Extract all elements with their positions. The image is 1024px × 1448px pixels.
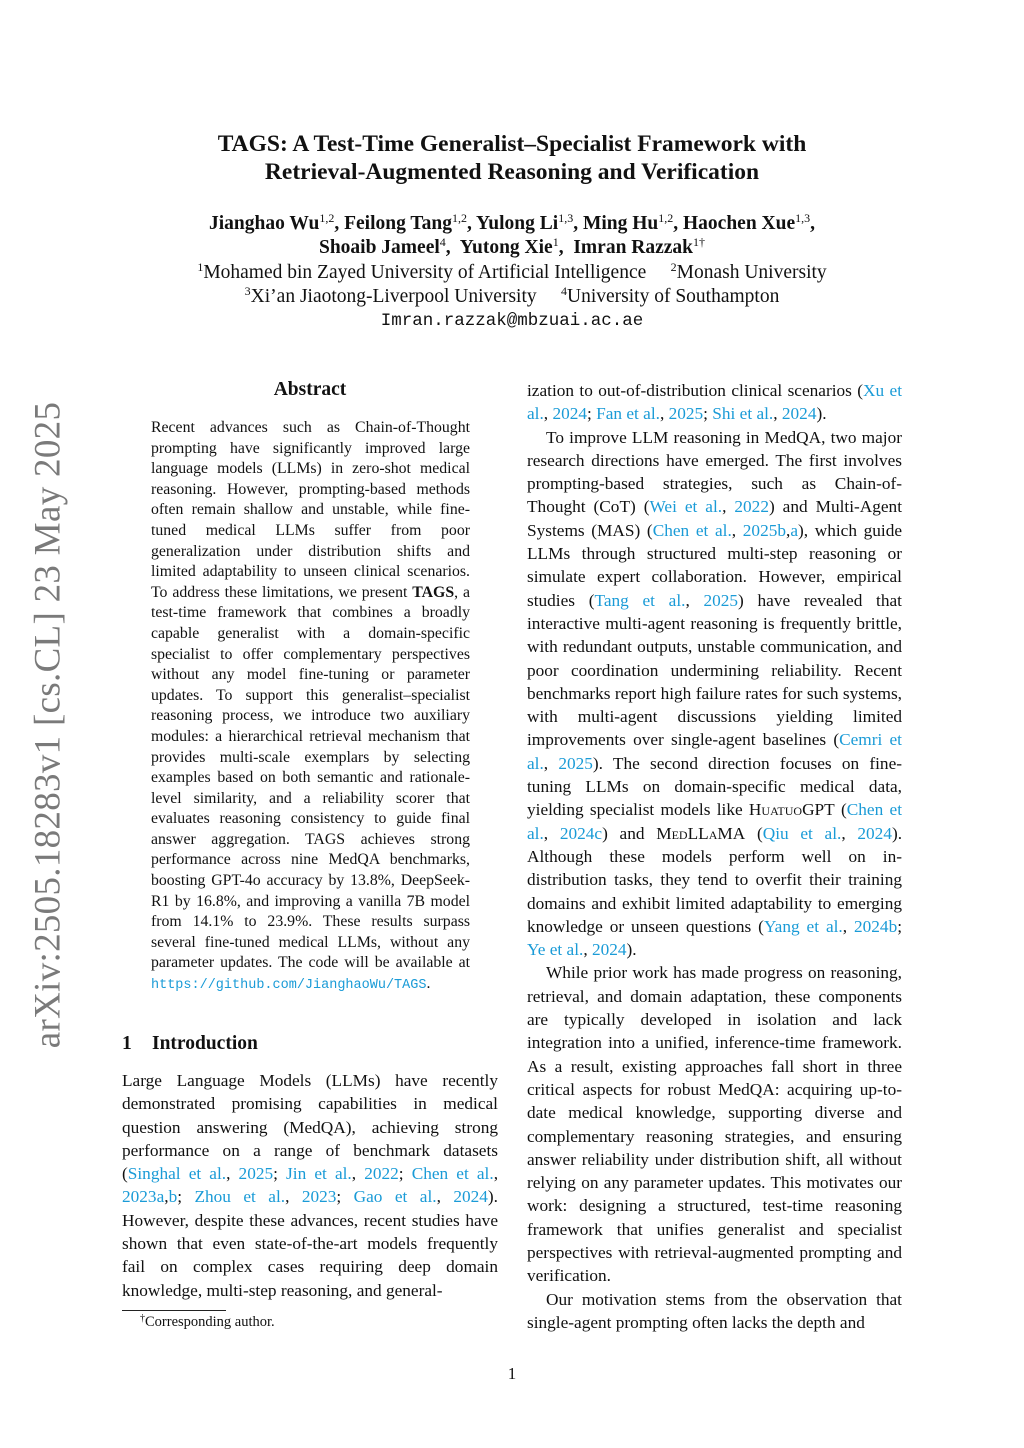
body-text: ). The second direction focuses on fine-tuning LLMs on domain-specific medical data, yielding specialist models like	[527, 753, 902, 820]
citation-link[interactable]: Qiu et al.	[762, 823, 842, 843]
body-text: ) and Multi-Agent Systems (MAS) (	[527, 497, 902, 540]
footnote-mark: †	[140, 1313, 145, 1324]
body-text: ). However, despite these advances, recent studies have shown that even state-of-the-art models frequently fail on complex cases requiring deep domain knowledge, multi-step reasoning, and general-	[122, 1187, 498, 1300]
citation-link[interactable]: 2025	[668, 404, 704, 424]
body-text: ,	[659, 404, 669, 424]
author-sup: 1,2	[319, 211, 335, 225]
citation-link[interactable]: Gao et al.	[353, 1187, 437, 1207]
citation-link[interactable]: 2024b	[854, 916, 898, 936]
affiliation: Xi’an Jiaotong-Liverpool University	[250, 286, 537, 307]
author: Feilong Tang	[344, 213, 452, 234]
body-text: ), which guide LLMs through structured multi-step reasoning or simulate expert collaboration. However, empirical studies (	[527, 520, 903, 610]
body-text: ,	[583, 940, 592, 960]
body-text: ,	[842, 916, 854, 936]
author: Haochen Xue	[683, 213, 796, 234]
title-line-2: Retrieval-Augmented Reasoning and Verification	[264, 159, 760, 185]
paragraph	[527, 379, 902, 426]
citation-link[interactable]: Chen et al.	[527, 800, 902, 843]
affiliation-sup: 2	[670, 260, 677, 274]
abstract-text: , a test-time framework that combines a broadly capable generalist with a domain-specific specialist to offer complementary perspectives without any model fine-tuning or parameter updates. To support this generalist–specialist reasoning process, we introduce two auxiliary modules: a hierarchical retrieval mechanism that provides multi-scale exemplars by selecting examples based on both semantic and rationale-level similarity, and a reliability scorer that evaluates reasoning consistency to guide final answer aggregation. TAGS achieves strong performance across nine MedQA benchmarks, boosting GPT-4o accuracy by 13.8%, DeepSeek-R1 by 16.8%, and improving a vanilla 7B model from 14.1% to 23.9%. These results surpass several fine-tuned medical LLMs, without any parameter updates. The code will be available at	[151, 583, 470, 972]
body-text: ;	[398, 1164, 412, 1184]
citation-link[interactable]: 2024	[591, 940, 627, 960]
paragraph	[527, 1288, 902, 1335]
footnote-text: Corresponding author.	[145, 1314, 275, 1330]
body-text: ;	[177, 1187, 195, 1207]
citation-link[interactable]: 2024	[857, 823, 892, 843]
citation-link[interactable]: Cemri et al.	[527, 730, 902, 773]
body-text: (	[834, 800, 847, 820]
body-text: ).	[816, 404, 827, 424]
page-number: 1	[507, 1364, 517, 1383]
citation-link[interactable]: 2024	[453, 1187, 488, 1207]
section-number: 1	[122, 1033, 132, 1054]
body-text: ,	[226, 1164, 239, 1184]
paper-title	[100, 130, 924, 186]
citation-link[interactable]: Fan et al.	[596, 404, 660, 424]
body-text: ) have revealed that interactive multi-agent reasoning is frequently brittle, with redundant outputs, unstable communication, and poor coordination undermining reliability. Recent benchmarks report high failure rates for such systems, with multi-agent discussions yielding limited improvements over single-agent baselines (	[527, 590, 902, 750]
affiliation-sup: 4	[561, 284, 567, 298]
body-text: ,	[543, 753, 559, 773]
author: Imran Razzak	[573, 237, 694, 258]
title-line-1: TAGS: A Test-Time Generalist–Specialist Framework with	[217, 131, 807, 157]
author-line-1: Jianghao Wu$^{1,2}$, Feilong Tang$^{1,2}$, Yulong Li$^{1,3}$, Ming Hu$^{1,2}$, Haochen Xue$^{1,3}$,	[208, 211, 815, 234]
section-title: Introduction	[152, 1033, 258, 1054]
body-text: ,	[773, 404, 782, 424]
intro-left-column	[122, 1069, 498, 1302]
citation-link[interactable]: 2024	[552, 404, 587, 424]
citation-link[interactable]: Shi et al.	[712, 404, 774, 424]
body-text: ;	[897, 916, 903, 936]
body-text: ,	[436, 1187, 454, 1207]
body-text: While prior work has made progress on reasoning, retrieval, and domain adaptation, these components are typically developed in isolation and lack integration into a unified, inference-time framework. As a result, existing approaches fall short in three critical aspects for robust MedQA: acquiring up-to-date medical knowledge, supporting diverse and complementary reasoning strategies, and ensuring answer reliability under distribution shift, all without relying on any parameter updates. This motivates our work: designing a structured, test-time reasoning framework that unifies generalist and specialist perspectives with retrieval-augmented prompting and verification.	[527, 963, 902, 1286]
author-sup: 1,2	[658, 211, 674, 225]
body-text: ,	[493, 1164, 499, 1184]
body-text: ;	[703, 404, 713, 424]
author-line-2: Shoaib Jameel$^4$, Yutong Xie$^1$, Imran Razzak$^{1\dagger}$	[318, 235, 706, 258]
body-text: (	[745, 823, 763, 843]
body-text: ization to out-of-distribution clinical scenarios (	[527, 381, 864, 400]
affiliation-sup: 1	[197, 260, 204, 274]
paragraph	[122, 1069, 498, 1302]
citation-link[interactable]: Zhou et al.	[194, 1187, 286, 1207]
citation-link[interactable]: 2023a	[122, 1187, 165, 1207]
footnote	[140, 1314, 275, 1331]
affiliation: University of Southampton	[567, 286, 780, 307]
model-name: HuatuoGPT	[748, 800, 835, 820]
arxiv-watermark	[18, 401, 78, 1049]
body-text: To improve LLM reasoning in MedQA, two major research directions have emerged. The first involves prompting-based strategies, such as Chain-of-Thought (CoT) (	[527, 427, 902, 517]
citation-link[interactable]: Jin et al.	[286, 1164, 352, 1184]
abstract-heading: Abstract	[273, 379, 347, 400]
citation-link[interactable]: Yang et al.	[763, 916, 843, 936]
citation-link[interactable]: Wei et al.	[649, 497, 723, 517]
abstract-end: .	[426, 975, 431, 993]
body-text: ,	[164, 1187, 169, 1207]
code-link[interactable]: https://github.com/JianghaoWu/TAGS	[151, 978, 427, 994]
body-text: ,	[722, 497, 735, 517]
author-sup: 1,3	[795, 211, 811, 225]
body-text: ,	[543, 404, 553, 424]
citation-link[interactable]: 2025	[558, 753, 593, 773]
citation-link[interactable]: Ye et al.	[527, 940, 584, 960]
citation-link[interactable]: 2024c	[559, 823, 603, 843]
affiliation: Mohamed bin Zayed University of Artificial Intelligence	[203, 262, 647, 283]
arxiv-id: arXiv:2505.18283v1 [cs.CL] 23 May 2025	[27, 401, 69, 1049]
affiliation-line-2	[100, 285, 924, 309]
citation-link[interactable]: b	[168, 1187, 178, 1207]
body-text: Our motivation stems from the observation that single-agent prompting often lacks the depth and	[527, 1289, 902, 1332]
abstract-text: Recent advances such as Chain-of-Thought prompting have significantly improved large language models (LLMs) in zero-shot medical reasoning. However, prompting-based methods often remain shallow and unstable, while fine-tuned medical LLMs suffer from poor generalization under distribution shifts and limited adaptability to unseen clinical scenarios. To address these limitations, we present	[151, 419, 470, 601]
citation-link[interactable]: 2023	[301, 1187, 337, 1207]
citation-link[interactable]: 2022	[734, 497, 769, 517]
body-text: ,	[685, 590, 704, 610]
author: Yutong Xie	[459, 237, 553, 258]
citation-link[interactable]: 2025	[703, 590, 739, 610]
body-text: Large Language Models (LLMs) have recently demonstrated promising capabilities in medical question answering (MedQA), achieving strong performance on a range of benchmark datasets (	[122, 1071, 498, 1184]
body-text: ,	[285, 1187, 302, 1207]
affiliation-line-1	[100, 261, 924, 285]
body-text: ,	[785, 520, 791, 540]
body-text: ;	[587, 404, 597, 424]
citation-link[interactable]: Singhal et al.	[127, 1164, 227, 1184]
citation-link[interactable]: 2024	[781, 404, 817, 424]
abstract-body	[151, 418, 470, 997]
citation-link[interactable]: Xu et al.	[527, 381, 902, 424]
affiliation-sup: 3	[244, 284, 251, 298]
author: Yulong Li	[475, 213, 559, 234]
abstract-bold: TAGS	[412, 583, 455, 601]
model-name: MedLLaMA	[656, 823, 746, 843]
citation-link[interactable]: Chen et al.	[652, 520, 732, 540]
author-sup: 1	[552, 235, 559, 249]
author-list	[100, 212, 924, 260]
author-email[interactable]: Imran.razzak@mbzuai.ac.ae	[380, 311, 644, 331]
body-text: ,	[731, 520, 743, 540]
body-text: ;	[273, 1164, 287, 1184]
paragraph	[527, 426, 902, 962]
body-text: ,	[841, 823, 858, 843]
intro-right-column	[527, 379, 902, 1334]
body-text: ) and	[602, 823, 657, 843]
citation-link[interactable]: Tang et al.	[594, 590, 686, 610]
affiliation: Monash University	[676, 262, 827, 283]
author: Ming Hu	[582, 213, 659, 234]
author-sup: 1†	[693, 235, 706, 249]
body-text: ,	[543, 823, 560, 843]
footnote-rule	[122, 1310, 226, 1311]
body-text: ,	[351, 1164, 365, 1184]
author: Shoaib Jameel	[318, 237, 440, 258]
author-sup: 1,3	[558, 211, 574, 225]
citation-link[interactable]: a	[790, 520, 798, 540]
citation-link[interactable]: 2025	[238, 1164, 274, 1184]
body-text: ).	[626, 940, 637, 960]
body-text: ;	[336, 1187, 354, 1207]
author-sup: 4	[439, 235, 446, 249]
citation-link[interactable]: Chen et al.	[411, 1164, 494, 1184]
author: Jianghao Wu	[208, 213, 320, 234]
body-text: ). Although these models perform well on in-distribution tasks, they tend to overfit their training domains and exhibit limited adaptability to emerging knowledge or unseen questions (	[527, 823, 903, 936]
author-sup: 1,2	[451, 211, 467, 225]
citation-link[interactable]: 2025b	[742, 520, 786, 540]
section-heading	[122, 1033, 258, 1055]
paragraph	[527, 961, 902, 1287]
citation-link[interactable]: 2022	[364, 1164, 399, 1184]
